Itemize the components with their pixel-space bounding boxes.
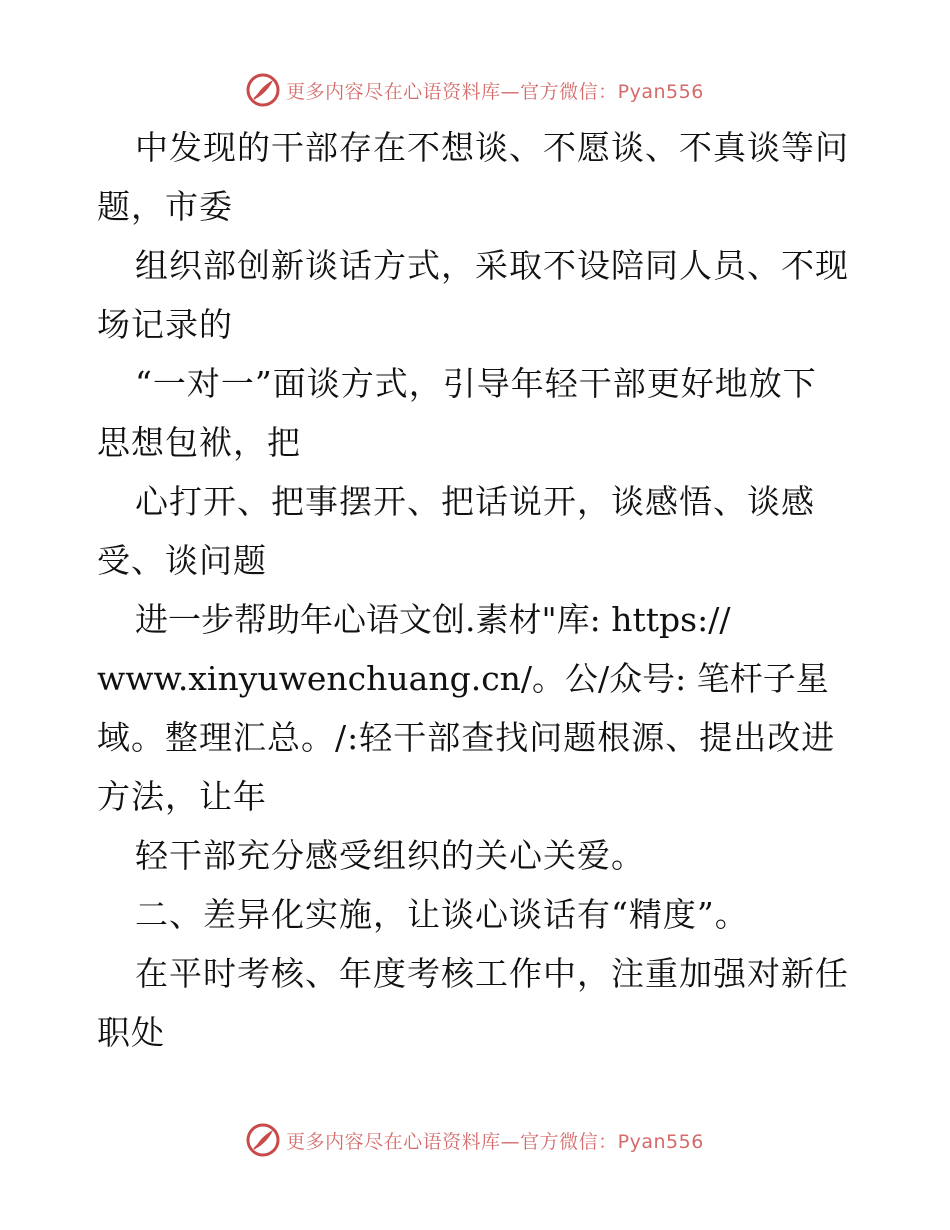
text-line: “一对一”面谈方式，引导年轻干部更好地放下 — [135, 364, 817, 403]
text-line: 轻干部充分感受组织的关心关爱。 — [135, 836, 645, 875]
header-banner — [0, 70, 950, 110]
text-line: 组织部创新谈话方式，采取不设陪同人员、不现 — [135, 246, 849, 285]
feather-seal-icon — [246, 1123, 280, 1157]
footer-banner — [0, 1120, 950, 1160]
text-line: 场记录的 — [97, 305, 233, 344]
text-line: 域。整理汇总。/:轻干部查找问题根源、提出改进 — [97, 718, 836, 757]
header-banner-text: 更多内容尽在心语资料库—官方微信：Pyan556 — [286, 80, 704, 103]
footer-banner-text: 更多内容尽在心语资料库—官方微信：Pyan556 — [286, 1130, 704, 1153]
text-line: 职处 — [97, 1013, 165, 1052]
text-line: 思想包袱，把 — [97, 423, 301, 462]
text-line: 题，市委 — [97, 187, 233, 226]
document-body — [97, 118, 857, 1062]
text-line: www.xinyuwenchuang.cn/。公/众号: 笔杆子星 — [97, 659, 829, 698]
text-line: 方法，让年 — [97, 777, 267, 816]
text-line: 心打开、把事摆开、把话说开，谈感悟、谈感 — [135, 482, 815, 521]
text-line: 进一步帮助年心语文创.素材"库: https:// — [135, 600, 731, 639]
text-line: 中发现的干部存在不想谈、不愿谈、不真谈等问 — [135, 128, 849, 167]
text-line: 在平时考核、年度考核工作中，注重加强对新任 — [135, 954, 849, 993]
section-heading: 二、差异化实施，让谈心谈话有“精度”。 — [135, 895, 749, 934]
feather-seal-icon — [246, 73, 280, 107]
text-line: 受、谈问题 — [97, 541, 267, 580]
